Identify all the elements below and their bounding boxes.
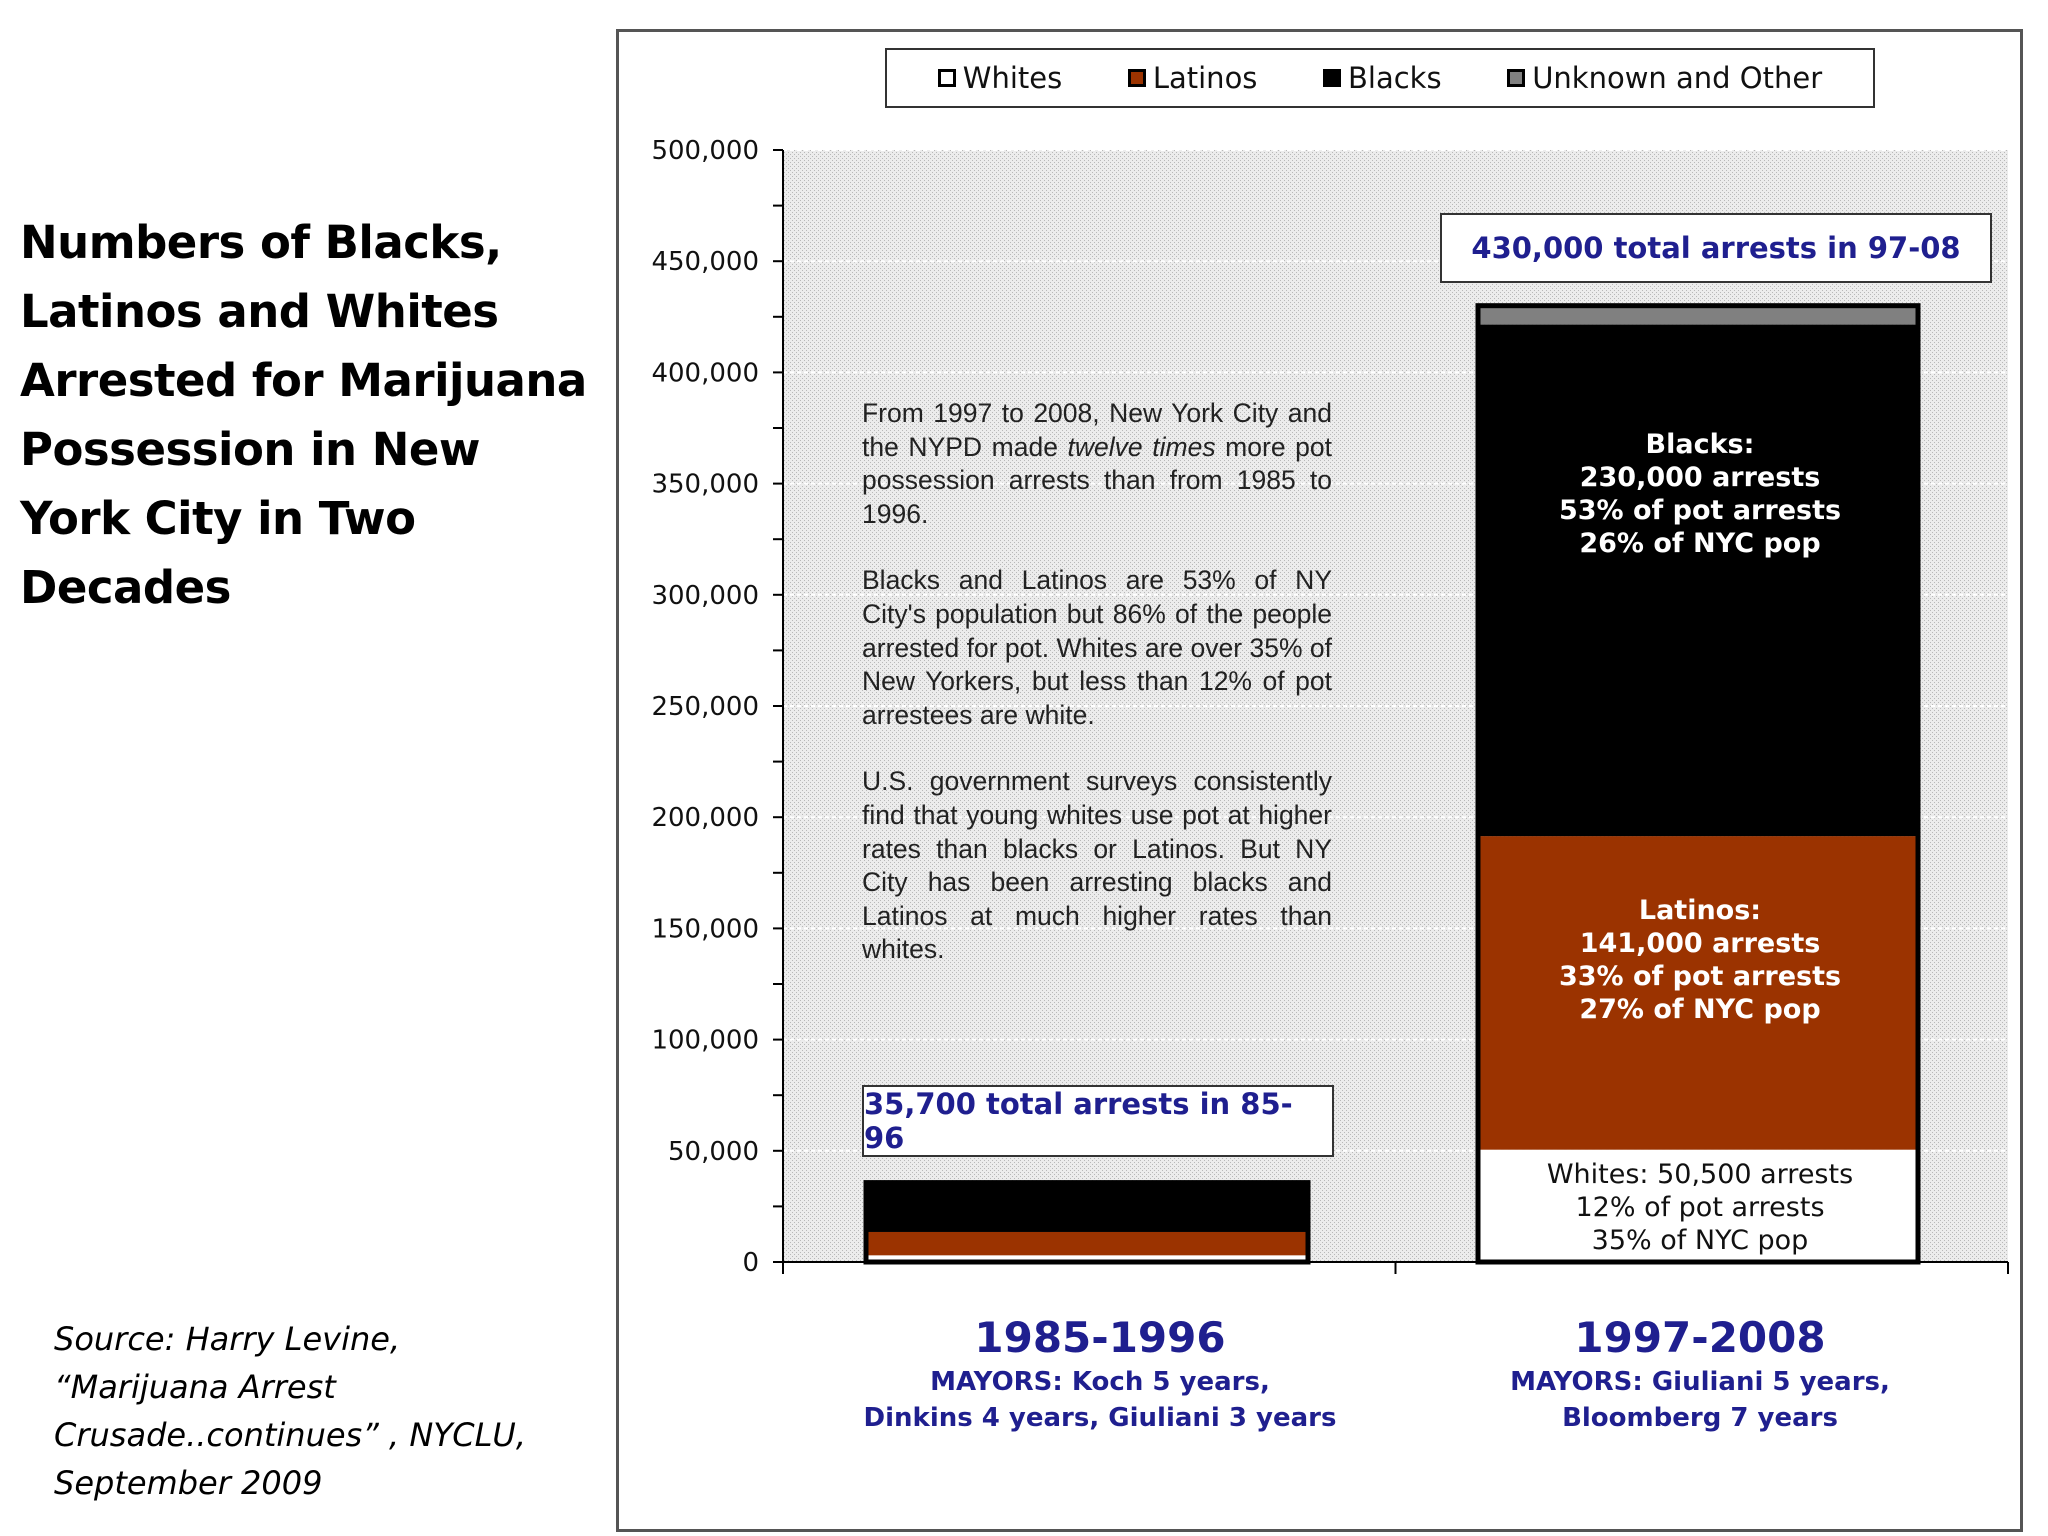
period-mayors: MAYORS: Koch 5 years, — [930, 1367, 1270, 1397]
bar-segment-unknown-and-other — [1478, 306, 1918, 325]
whites-label-line: 35% of NYC pop — [1591, 1225, 1809, 1256]
period-mayors: Dinkins 4 years, Giuliani 3 years — [863, 1403, 1337, 1433]
y-tick-label: 300,000 — [651, 580, 759, 611]
legend-item-whites — [938, 61, 1062, 95]
segment-label-blacks — [1480, 428, 1920, 560]
explanation-paragraph-2: Blacks and Latinos are 53% of NY City's population but 86% of the people arrested for pot. Whites are over 35% of New Yorkers, but less than 12% of pot arrestees are white. — [862, 565, 1332, 730]
explanation-paragraph-1 — [862, 397, 1332, 531]
legend-swatch-latinos — [1128, 69, 1146, 87]
legend-label-blacks: Blacks — [1348, 61, 1442, 95]
period-mayors: Bloomberg 7 years — [1562, 1403, 1838, 1433]
legend-item-blacks — [1323, 61, 1442, 95]
explanation-p1-before: From 1997 to 2008, New York City and the NYPD made — [862, 398, 1332, 462]
blacks-label-line: 53% of pot arrests — [1558, 495, 1842, 526]
legend-label-unknown: Unknown and Other — [1532, 61, 1823, 95]
explanation-text — [862, 397, 1332, 1000]
legend-label-latinos: Latinos — [1152, 61, 1258, 95]
period-title: 1997-2008 — [1574, 1313, 1826, 1362]
period-1985-1996 — [820, 1312, 1380, 1436]
legend-swatch-whites — [938, 69, 956, 87]
bar-segment-blacks — [1478, 325, 1918, 837]
y-tick-label: 50,000 — [668, 1136, 759, 1167]
side-title: Numbers of Blacks, Latinos and Whites Arrested for Marijuana Possession in New York City in Two Decades — [20, 216, 587, 614]
explanation-paragraph-3: U.S. government surveys consistently find that young whites use pot at higher rates than blacks or Latinos. But NY City has been arresting blacks and Latinos at much higher rates than whites. — [862, 766, 1332, 965]
y-tick-label: 100,000 — [651, 1025, 759, 1056]
segment-label-whites — [1480, 1158, 1920, 1257]
y-tick-label: 400,000 — [651, 358, 759, 389]
y-tick-label: 200,000 — [651, 803, 759, 834]
callout-total-85-96: 35,700 total arrests in 85-96 — [862, 1085, 1334, 1157]
y-tick-label: 350,000 — [651, 469, 759, 500]
period-title: 1985-1996 — [974, 1313, 1226, 1362]
y-tick-label: 150,000 — [651, 914, 759, 945]
explanation-p1-emphasis: twelve times — [1067, 431, 1216, 462]
y-tick-label: 450,000 — [651, 247, 759, 278]
segment-label-latinos — [1480, 894, 1920, 1026]
bar-segment-latinos — [866, 1232, 1308, 1255]
period-1997-2008 — [1420, 1312, 1980, 1436]
legend-item-latinos — [1128, 61, 1258, 95]
legend — [885, 48, 1875, 108]
blacks-label-line: 230,000 arrests — [1579, 462, 1821, 493]
legend-label-whites: Whites — [962, 61, 1063, 95]
legend-item-unknown — [1507, 61, 1822, 95]
y-tick-label: 250,000 — [651, 692, 759, 722]
legend-swatch-blacks — [1323, 69, 1341, 87]
period-mayors: MAYORS: Giuliani 5 years, — [1510, 1367, 1890, 1397]
y-tick-label: 500,000 — [651, 136, 759, 166]
whites-label-line: 12% of pot arrests — [1575, 1192, 1825, 1223]
blacks-label-line: 26% of NYC pop — [1579, 528, 1821, 559]
bar-segment-blacks — [866, 1183, 1308, 1232]
legend-swatch-unknown — [1507, 69, 1525, 87]
latinos-label-line: Latinos: — [1638, 895, 1762, 926]
source-note: Source: Harry Levine, “Marijuana Arrest Crusade..continues” , NYCLU, September 2009 — [54, 1320, 526, 1502]
whites-label-line: Whites: 50,500 arrests — [1546, 1159, 1854, 1190]
latinos-label-line: 141,000 arrests — [1579, 928, 1821, 959]
y-tick-label: 0 — [742, 1248, 759, 1278]
latinos-label-line: 27% of NYC pop — [1579, 994, 1821, 1025]
blacks-label-line: Blacks: — [1645, 429, 1755, 460]
latinos-label-line: 33% of pot arrests — [1558, 961, 1842, 992]
explanation-p1-after: more pot possession arrests than from 1985 to 1996. — [862, 431, 1332, 529]
callout-total-97-08: 430,000 total arrests in 97-08 — [1440, 213, 1992, 283]
